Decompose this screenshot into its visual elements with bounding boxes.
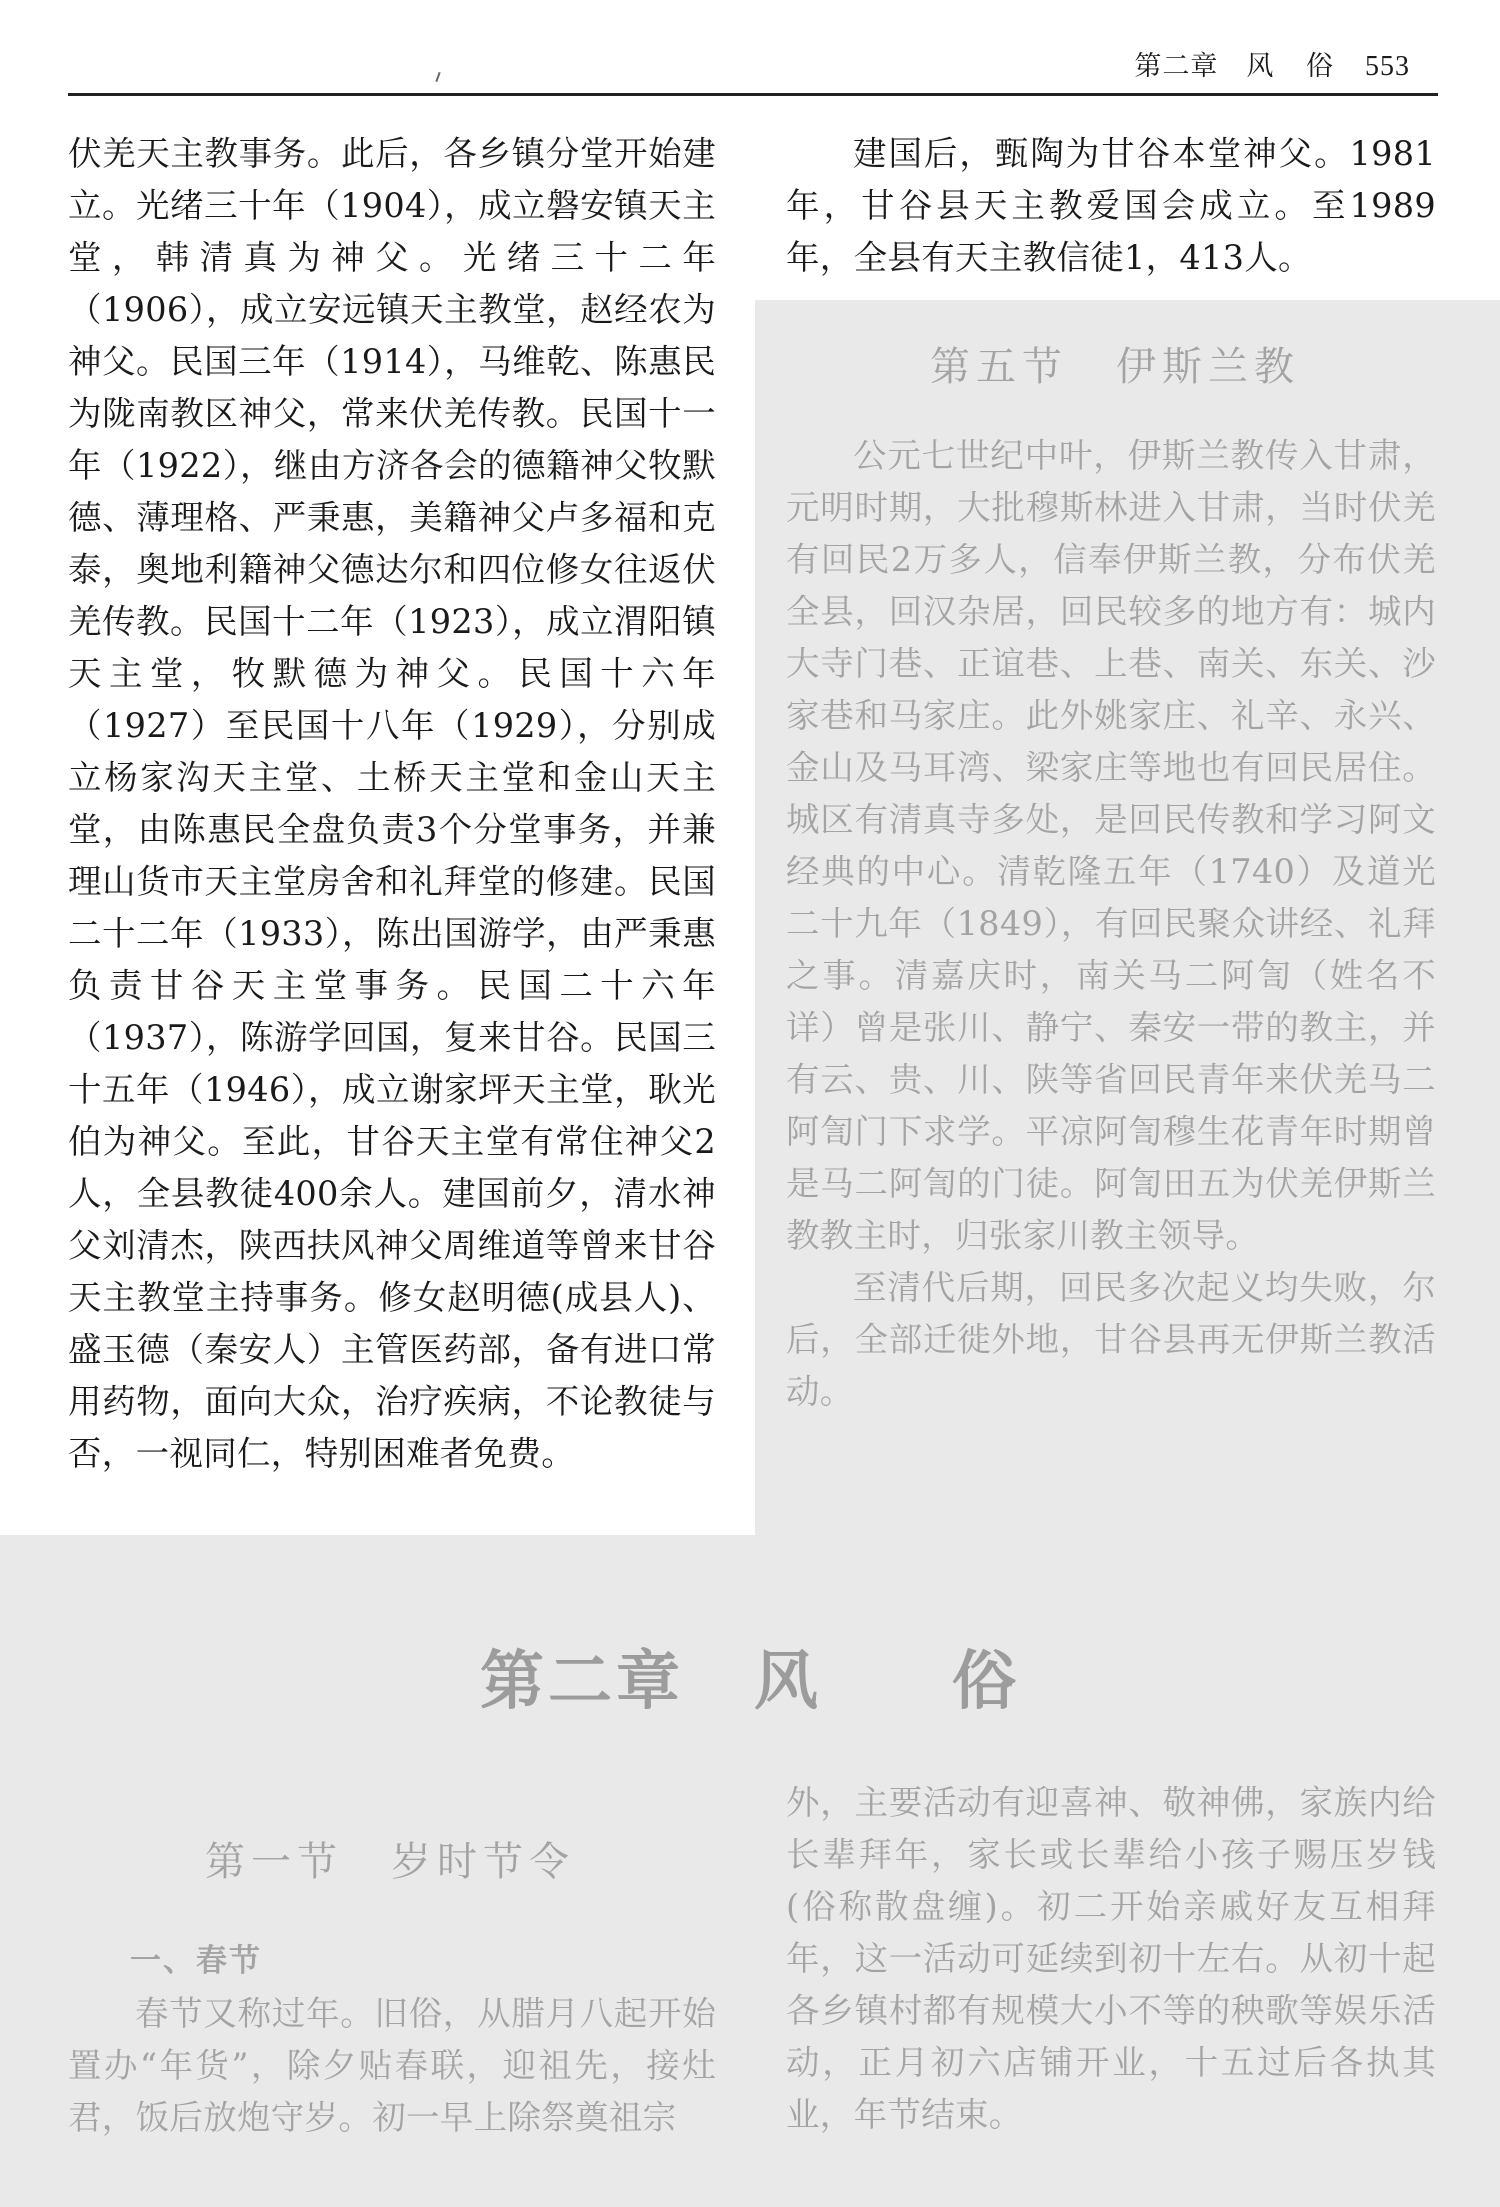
section1-title: 岁时节令 [391,1839,575,1885]
section5-title: 伊斯兰教 [1116,344,1300,390]
right-column-top-text [786,128,1436,284]
spring-festival-heading: 一、春节 [130,1943,262,1979]
spring-festival-left-text [68,1988,716,2144]
chapter-title [0,1630,1500,1722]
islam-paragraph-1: 公元七世纪中叶，伊斯兰教传入甘肃，元明时期，大批穆斯林进入甘肃，当时伏羌有回民2万多人，信奉伊斯兰教，分布伏羌全县，回汉杂居，回民较多的地方有：城内大寺门巷、正谊巷、上巷、南关、东关、沙家巷和马家庄。此外姚家庄、礼辛、永兴、金山及马耳湾、梁家庄等地也有回民居住。城区有清真寺多处，是回民传教和学习阿文经典的中心。清乾隆五年（1740）及道光二十九年（1849），有回民聚众讲经、礼拜之事。清嘉庆时，南关马二阿訇（姓名不详）曾是张川、静宁、秦安一带的教主，并有云、贵、川、陕等省回民青年来伏羌马二阿訇门下求学。平凉阿訇穆生花青年时期曾是马二阿訇的门徒。阿訇田五为伏羌伊斯兰教教主时，归张家川教主领导。 [786,436,1436,1255]
header-topic: 风 俗 [1246,51,1345,82]
header-rule [68,93,1438,96]
page-number: 553 [1365,51,1410,82]
running-header [0,44,1410,84]
islam-paragraph-2: 至清代后期，回民多次起义均失败，尔后，全部迁徙外地，甘谷县再无伊斯兰教活动。 [786,1268,1436,1411]
chapter-title-part2: 俗 [952,1645,1020,1719]
section1-number: 第一节 [205,1839,343,1885]
post-1949-paragraph: 建国后，甄陶为甘谷本堂神父。1981年，甘谷县天主教爱国会成立。至1989年，全县有天主教信徒1，413人。 [786,134,1436,277]
left-column-text [68,128,716,1480]
spring-festival-paragraph-left: 春节又称过年。旧俗，从腊月八起开始置办“年货”，除夕贴春联，迎祖先，接灶君，饭后放炮守岁。初一早上除祭奠祖宗 [68,1994,716,2137]
catholic-history-paragraph: 伏羌天主教事务。此后，各乡镇分堂开始建立。光绪三十年（1904），成立磐安镇天主堂，韩清真为神父。光绪三十二年（1906），成立安远镇天主教堂，赵经农为神父。民国三年（1914），马维乾、陈惠民为陇南教区神父，常来伏羌传教。民国十一年（1922），继由方济各会的德籍神父牧默德、薄理格、严秉惠，美籍神父卢多福和克泰，奥地利籍神父德达尔和四位修女往返伏羌传教。民国十二年（1923），成立渭阳镇天主堂，牧默德为神父。民国十六年（1927）至民国十八年（1929），分别成立杨家沟天主堂、土桥天主堂和金山天主堂，由陈惠民全盘负责3个分堂事务，并兼理山货市天主堂房舍和礼拜堂的修建。民国二十二年（1933），陈出国游学，由严秉惠负责甘谷天主堂事务。民国二十六年（1937），陈游学回国，复来甘谷。民国三十五年（1946），成立谢家坪天主堂，耿光伯为神父。至此，甘谷天主堂有常住神父2人，全县教徒400余人。建国前夕，清水神父刘清杰，陕西扶风神父周维道等曾来甘谷天主教堂主持事务。修女赵明德(成县人)、盛玉德（秦安人）主管医药部，备有进口常用药物，面向大众，治疗疾病，不论教徒与否，一视同仁，特别困难者免费。 [68,134,716,1473]
chapter-title-part1: 风 [754,1645,822,1719]
spring-festival-paragraph-right: 外，主要活动有迎喜神、敬神佛，家族内给长辈拜年，家长或长辈给小孩子赐压岁钱(俗称散盘缠)。初二开始亲戚好友互相拜年，这一活动可延续到初十左右。从初十起各乡镇村都有规模大小不等的秧歌等娱乐活动，正月初六店铺开业，十五过后各执其业，年节结束。 [786,1783,1436,2134]
section1-heading [205,1830,575,1887]
spring-festival-right-text [786,1777,1436,2141]
section5-number: 第五节 [930,344,1068,390]
header-chapter: 第二章 [1134,51,1219,82]
islam-text [786,430,1436,1418]
section5-heading [930,335,1300,392]
chapter-number: 第二章 [480,1645,684,1719]
